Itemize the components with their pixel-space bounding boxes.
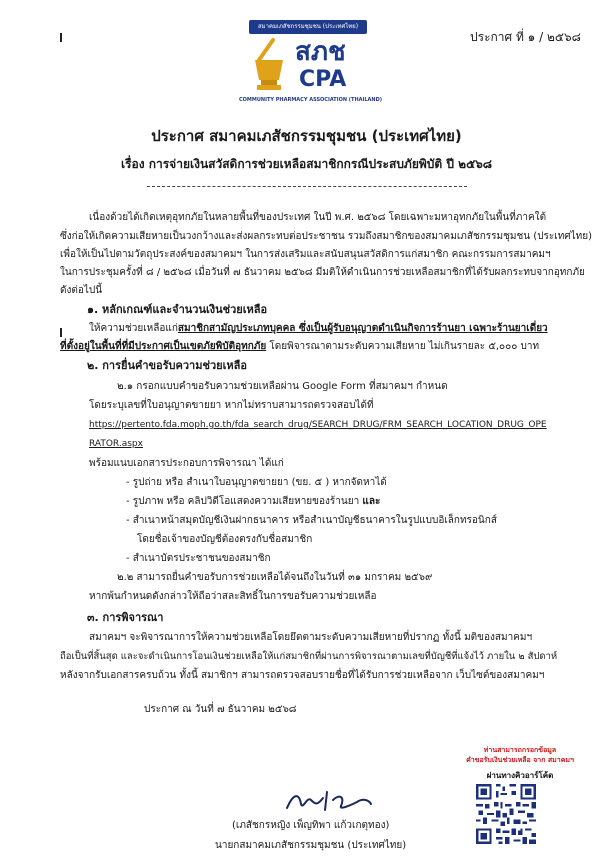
qr-code[interactable] <box>474 782 538 846</box>
intro-line-2: ซึ่งก่อให้เกิดความเสียหายเป็นวงกว้างและส่งผลกระทบต่อประชาชน รวมถึงสมาชิกของสมาคมเภสัชกรรมชุมชน (ประเทศไทย) <box>60 231 593 242</box>
section-3-heading: ๓. การพิจารณา <box>87 611 164 624</box>
intro-line-5: ดังต่อไปนี้ <box>60 285 103 296</box>
association-logo <box>239 20 383 108</box>
binder-mark-top <box>60 33 62 42</box>
intro-line-1: เนื่องด้วยได้เกิดเหตุอุทกภัยในหลายพื้นที่ของประเทศ ในปี พ.ศ. ๒๕๖๘ โดยเฉพาะมหาอุทกภัยในพื้นที่ภาคใต้ <box>89 212 547 223</box>
intro-line-4: ในการประชุมครั้งที่ ๘ / ๒๕๖๘ เมื่อวันที่ ๗ ธันวาคม ๒๕๖๘ มีมติให้ดำเนินการช่วยเหลือสมาชิกที่ได้รับผลกระทบจากอุทกภัย <box>60 267 585 278</box>
fda-search-link-continued[interactable]: RATOR.aspx <box>89 439 143 449</box>
announcement-title: ประกาศ สมาคมเภสัชกรรมชุมชน (ประเทศไทย) <box>151 127 462 145</box>
qr-note-line-2: คำขอรับเงินช่วยเหลือ จาก สมาคมฯ <box>466 756 574 764</box>
qr-instruction-note <box>436 745 604 766</box>
documents-intro: พร้อมแนบเอกสารประกอบการพิจารณา ได้แก่ <box>89 458 284 469</box>
and-emphasis: และ <box>362 496 381 507</box>
section-1-prefix: ให้ความช่วยเหลือแก่ <box>89 323 178 334</box>
section-2-item-1: ๒.๑ กรอกแบบคำขอรับความช่วยเหลือผ่าน Google Form ที่สมาคมฯ กำหนด <box>117 381 448 392</box>
damage-photos-text: - รูปภาพ หรือ คลิปวิดีโอแสดงความเสียหายของร้านยา <box>126 496 363 507</box>
intro-line-3: เพื่อให้เป็นไปตามวัตถุประสงค์ของสมาคมฯ ในการส่งเสริมและสนับสนุนสวัสดิการแก่สมาชิก คณะกรรมการสมาคมฯ <box>60 249 551 260</box>
section-2-heading: ๒. การยื่นคำขอรับความช่วยเหลือ <box>87 359 247 372</box>
section-2-item-1-note: โดยระบุเลขที่ใบอนุญาตขายยา หากไม่ทราบสามารถตรวจสอบได้ที่ <box>89 400 374 411</box>
logo-thai-mark: สภช <box>295 37 346 67</box>
section-3-line-2: ถือเป็นที่สิ้นสุด และจะดำเนินการโอนเงินช่วยเหลือให้แก่สมาชิกที่ผ่านการพิจารณาตามเลขที่บัญชีที่แจ้งไว้ ภายใน ๒ สัปดาห์ <box>60 651 558 662</box>
fda-search-link[interactable]: https://pertento.fda.moph.go.th/fda_search_drug/SEARCH_DRUG/FRM_SEARCH_LOCATION_DRUG_OPE <box>89 420 547 430</box>
deadline-note: หากพ้นกำหนดดังกล่าวให้ถือว่าสละสิทธิ์ในการขอรับความช่วยเหลือ <box>89 591 377 602</box>
logo-banner: สมาคมเภสัชกรรมชุมชน (ประเทศไทย) <box>249 20 367 34</box>
logo-cpa-text: CPA <box>299 67 347 92</box>
dashed-divider <box>147 186 467 187</box>
amount-limit: โดยพิจารณาตามระดับความเสียหาย ไม่เกินรายละ ๕,๐๐๐ บาท <box>266 341 540 352</box>
section-1-heading: ๑. หลักเกณฑ์และจำนวนเงินช่วยเหลือ <box>87 303 268 316</box>
logo-subtitle: COMMUNITY PHARMACY ASSOCIATION (THAILAND) <box>239 97 383 103</box>
section-3-line-3: หลังจากรับเอกสารครบถ้วน ทั้งนี้ สมาชิกฯ สามารถตรวจสอบรายชื่อที่ได้รับการช่วยเหลือจาก เว็บไซต์ของสมาคมฯ <box>60 670 545 681</box>
section-1-line-1 <box>89 322 548 336</box>
document-item-bank-book-note: โดยชื่อเจ้าของบัญชีต้องตรงกับชื่อสมาชิก <box>137 534 313 545</box>
mortar-pestle-icon <box>249 36 289 92</box>
qr-note-line-1: ท่านสามารถกรอกข้อมูล <box>483 746 557 754</box>
document-item-license-photo: - รูปถ่าย หรือ สำเนาใบอนุญาตขายยา (ขย. ๕ ) หากจัดหาได้ <box>126 477 387 488</box>
signer-position: นายกสมาคมเภสัชกรรมชุมชน (ประเทศไทย) <box>215 840 407 851</box>
section-1-line-2 <box>60 340 539 354</box>
document-number: ประกาศ ที่ ๑ / ๒๕๖๘ <box>470 30 581 44</box>
document-item-bank-book: - สำเนาหน้าสมุดบัญชีเงินฝากธนาคาร หรือสำเนาบัญชีธนาคารในรูปแบบอิเล็กทรอนิกส์ <box>126 515 497 526</box>
announcement-date: ประกาศ ณ วันที่ ๗ ธันวาคม ๒๕๖๘ <box>144 704 297 715</box>
announcement-subject: เรื่อง การจ่ายเงินสวัสดิการช่วยเหลือสมาชิกกรณีประสบภัยพิบัติ ปี ๒๕๖๘ <box>120 157 493 171</box>
signer-name: (เภสัชกรหญิง เพ็ญทิพา แก้วเกตุทอง) <box>232 820 390 831</box>
binder-mark-middle <box>60 328 62 337</box>
disaster-area-criteria: ที่ตั้งอยู่ในพื้นที่ที่มีประกาศเป็นเขตภัยพิบัติอุทกภัย <box>60 341 267 352</box>
section-3-line-1: สมาคมฯ จะพิจารณาการให้ความช่วยเหลือโดยยึดตามระดับความเสียหายที่ปรากฏ ทั้งนี้ มติของสมาคมฯ <box>89 632 533 643</box>
document-item-id-card: - สำเนาบัตรประชาชนของสมาชิก <box>126 553 271 564</box>
eligibility-criteria: สมาชิกสามัญประเภทบุคคล ซึ่งเป็นผู้รับอนุญาตดำเนินกิจการร้านยา เฉพาะร้านยาเดี่ยว <box>177 323 548 334</box>
qr-label: ผ่านทางคิวอาร์โค้ด <box>486 771 554 780</box>
section-2-item-2: ๒.๒ สามารถยื่นคำขอรับการช่วยเหลือได้จนถึงในวันที่ ๓๑ มกราคม ๒๕๖๙ <box>117 572 433 583</box>
signature-image <box>283 786 373 816</box>
document-item-damage-photos <box>126 495 380 509</box>
